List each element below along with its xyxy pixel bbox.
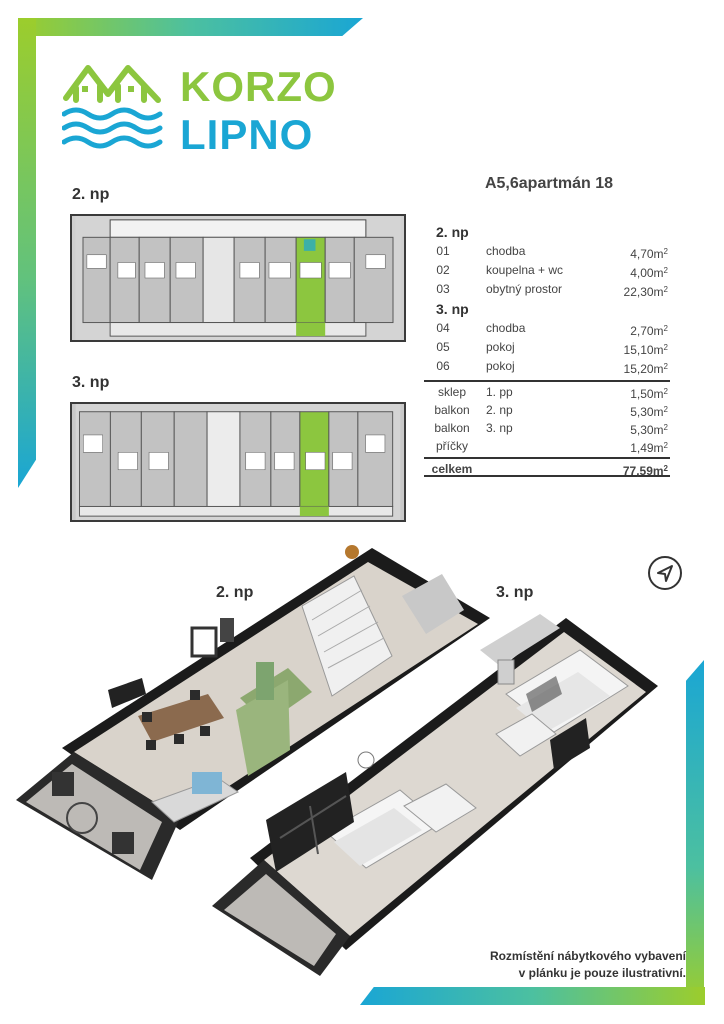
- room-number: 03: [436, 282, 450, 296]
- extra-kind: příčky: [435, 439, 468, 453]
- table-row: [424, 437, 670, 455]
- extra-kind: balkon: [434, 421, 470, 435]
- room-number: 02: [436, 263, 450, 277]
- room-area: $2,70m^2$: [630, 324, 668, 338]
- table-row: [424, 357, 670, 376]
- plan-floor2-label: 2. np: [72, 186, 110, 203]
- table-row: [424, 338, 670, 357]
- room-name: koupelna + wc: [486, 263, 564, 277]
- disclaimer-line-2: v plánku je pouze ilustrativní.: [518, 966, 686, 980]
- extra-floor: 3. np: [486, 421, 513, 435]
- brand-logo: [62, 58, 337, 158]
- room-area-table: [424, 222, 670, 477]
- room-name: chodba: [486, 244, 526, 258]
- extra-area: $1,50m^2$: [630, 387, 668, 401]
- room-number: 01: [436, 244, 450, 258]
- table-row: [424, 261, 670, 280]
- room-area: $15,10m^2$: [623, 343, 668, 357]
- extra-floor: 2. np: [486, 403, 513, 417]
- total-row: [424, 457, 670, 477]
- room-name: pokoj: [486, 340, 515, 354]
- total-area: $77,59m^2$: [622, 464, 668, 478]
- extra-area: $5,30m^2$: [630, 405, 668, 419]
- brand-word-korzo: KORZO: [180, 63, 337, 110]
- table-row: [424, 401, 670, 419]
- disclaimer-note: [444, 948, 686, 982]
- disclaimer-line-1: Rozmístění nábytkového vybavení: [489, 949, 686, 963]
- table-floor-label: 3. np: [436, 301, 469, 317]
- extra-kind: sklep: [437, 385, 466, 399]
- iso-floor3-label: 3. np: [496, 584, 534, 601]
- room-area: $4,00m^2$: [630, 266, 668, 280]
- table-row: [424, 419, 670, 437]
- table-row: [424, 280, 670, 299]
- frame-accent-left: [18, 18, 36, 488]
- room-area: $4,70m^2$: [630, 247, 668, 261]
- plan-floor3-label: 3. np: [72, 374, 110, 391]
- room-area: $22,30m^2$: [623, 285, 668, 299]
- frame-accent-right: [686, 660, 704, 1005]
- extra-area: $5,30m^2$: [630, 423, 668, 437]
- table-floor-label: 2. np: [436, 224, 469, 240]
- apartment-title: A5,6apartmán 18: [484, 175, 614, 192]
- room-name: obytný prostor: [486, 282, 563, 296]
- brand-word-lipno: LIPNO: [180, 111, 314, 158]
- houses-waves-icon: [62, 58, 172, 158]
- extra-kind: balkon: [434, 403, 470, 417]
- floor-plan-2np: [70, 214, 406, 342]
- room-number: 04: [436, 321, 450, 335]
- iso-render-3np: [210, 610, 660, 990]
- north-arrow-icon: [648, 556, 682, 590]
- extra-floor: [480, 437, 590, 455]
- table-row: [424, 242, 670, 261]
- frame-accent-top: [18, 18, 363, 36]
- room-name: chodba: [486, 321, 526, 335]
- total-label: celkem: [431, 462, 473, 476]
- extra-area: $1,49m^2$: [630, 441, 668, 455]
- table-row: [424, 319, 670, 338]
- room-number: 06: [436, 359, 450, 373]
- extras-block: [424, 380, 670, 455]
- room-number: 05: [436, 340, 450, 354]
- room-name: pokoj: [486, 359, 515, 373]
- extra-floor: 1. pp: [486, 385, 513, 399]
- iso-floor2-label: 2. np: [216, 584, 254, 601]
- table-row: [424, 383, 670, 401]
- floor-plan-3np: [70, 402, 406, 522]
- room-area: $15,20m^2$: [623, 362, 668, 376]
